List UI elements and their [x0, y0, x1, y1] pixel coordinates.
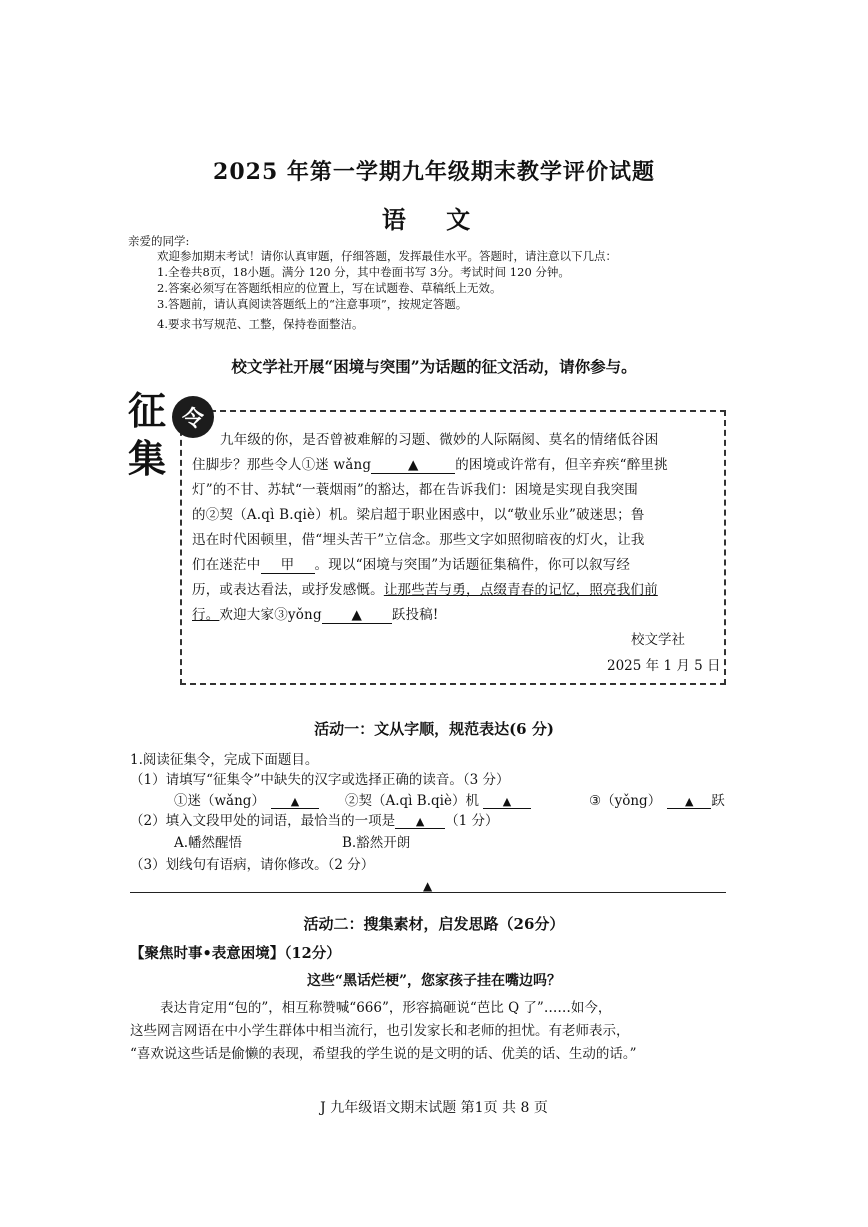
answer-blank-a: ▲	[271, 795, 319, 809]
question-1-1-c-text: ③（yǒng）	[589, 793, 662, 809]
question-1-1: （1）请填写“征集令”中缺失的汉字或选择正确的读音。（3 分）	[130, 772, 510, 788]
activity-1-heading: 活动一：文从字顺，规范表达(6 分)	[314, 720, 554, 738]
question-1-1-b	[345, 789, 531, 809]
instruction-item-1: 1.全卷共8页，18小题。满分 120 分，其中卷面书写 3分。考试时间 120 分钟。	[157, 265, 570, 279]
notice-line-1: 九年级的你，是否曾被难解的习题、微妙的人际隔阂、莫名的情绪低谷困	[220, 432, 659, 448]
activity-2-heading: 活动二：搜集素材，启发思路（26分）	[303, 915, 565, 933]
tag-char-ji: 集	[128, 436, 167, 481]
notice-line-8	[192, 603, 439, 624]
question-1: 1.阅读征集令，完成下面题目。	[130, 752, 319, 768]
underlined-sentence-a: 让那些苦与勇，点缀青春的记忆，照亮我们前	[383, 582, 658, 598]
option-a: A.幡然醒悟	[174, 835, 243, 851]
exam-title: 2025 年第一学期九年级期末教学评价试题	[213, 159, 655, 185]
blank-1: ▲	[371, 457, 455, 474]
notice-line-7	[192, 578, 658, 598]
notice-line-6-a: 们在迷茫中	[192, 557, 261, 573]
question-1-1-c-tail: 跃	[711, 793, 725, 809]
option-b: B.豁然开朗	[342, 835, 411, 851]
subject-title: 语 文	[381, 205, 487, 234]
seal-icon	[172, 396, 214, 438]
tag-char-ling: 令	[181, 405, 204, 432]
article-title: 这些“黑话烂梗”，您家孩子挂在嘴边吗？	[306, 973, 562, 989]
notice-line-6-b: 。现以“困境与突围”为话题征集稿件，你可以叙写经	[314, 557, 631, 573]
notice-line-2-b: 的困境或许常有，但辛弃疾“醉里挑	[455, 457, 668, 473]
blank-3: ▲	[322, 607, 392, 624]
answer-blank-2: ▲	[395, 815, 445, 829]
article-line-1: 表达肯定用“包的”，相互称赞喊“666”，形容搞砸说“芭比 Q 了”……如今，	[160, 1000, 612, 1016]
article-line-3: “喜欢说这些话是偷懒的表现，希望我的学生说的是文明的话、优美的话、生动的话。”	[130, 1046, 637, 1062]
answer-line	[130, 892, 726, 893]
underlined-sentence-b: 行。	[192, 607, 220, 623]
question-1-2	[130, 809, 498, 829]
blank-jia: 甲	[261, 553, 315, 574]
article-line-2: 这些网言网语在中小学生群体中相当流行，也引发家长和老师的担忧。有老师表示，	[130, 1023, 630, 1039]
focus-label: 【聚焦时事•表意困境】（12分）	[130, 945, 341, 962]
notice-line-5: 迅在时代困顿里，借“埋头苦干”立信念。那些文字如照彻暗夜的灯火，让我	[192, 532, 645, 548]
notice-line-8-b: 欢迎大家③yǒng	[219, 607, 322, 623]
instruction-item-2: 2.答案必须写在答题纸相应的位置上，写在试题卷、草稿纸上无效。	[157, 281, 502, 295]
notice-line-2-a: 住脚步？那些令人①迷 wǎng	[192, 457, 372, 473]
question-1-2-text: （2）填入文段甲处的词语，最恰当的一项是	[130, 813, 396, 829]
greeting: 亲爱的同学:	[128, 234, 190, 248]
question-1-1-b-text: ②契（A.qì B.qiè）机	[345, 793, 479, 809]
question-1-1-a-text: ①迷（wǎng）	[174, 793, 265, 809]
theme-heading: 校文学社开展“困境与突围”为话题的征文活动，请你参与。	[231, 357, 637, 376]
notice-signature: 校文学社	[631, 632, 685, 648]
notice-line-2	[192, 453, 668, 474]
notice-date: 2025 年 1 月 5 日	[607, 658, 721, 674]
notice-line-7-a: 历，或表达看法，或抒发感慨。	[192, 582, 384, 598]
question-1-3: （3）划线句有语病，请你修改。（2 分）	[130, 857, 375, 873]
answer-blank-c: ▲	[667, 795, 711, 809]
notice-line-3: 灯”的不甘、苏轼“一蓑烟雨”的豁达，都在告诉我们：困境是实现自我突围	[192, 482, 639, 498]
question-1-1-c	[589, 789, 725, 809]
answer-mark: ▲	[423, 879, 433, 893]
page-footer: J 九年级语文期末试题 第1页 共 8 页	[320, 1100, 548, 1116]
instruction-item-4: 4.要求书写规范、工整，保持卷面整洁。	[157, 317, 364, 331]
notice-line-4: 的②契（A.qì B.qiè）机。梁启超于职业困惑中，以“敬业乐业”破迷思；鲁	[192, 507, 645, 523]
answer-blank-b: ▲	[483, 795, 531, 809]
instruction-intro: 欢迎参加期末考试！请你认真审题，仔细答题，发挥最佳水平。答题时，请注意以下几点：	[157, 249, 617, 263]
notice-line-8-c: 跃投稿!	[391, 607, 439, 623]
notice-line-6	[192, 553, 630, 574]
question-1-1-a	[174, 789, 319, 809]
instruction-item-3: 3.答题前，请认真阅读答题纸上的“注意事项”，按规定答题。	[157, 297, 468, 311]
question-1-2-score: （1 分）	[445, 813, 499, 829]
tag-char-zheng: 征	[128, 388, 167, 433]
